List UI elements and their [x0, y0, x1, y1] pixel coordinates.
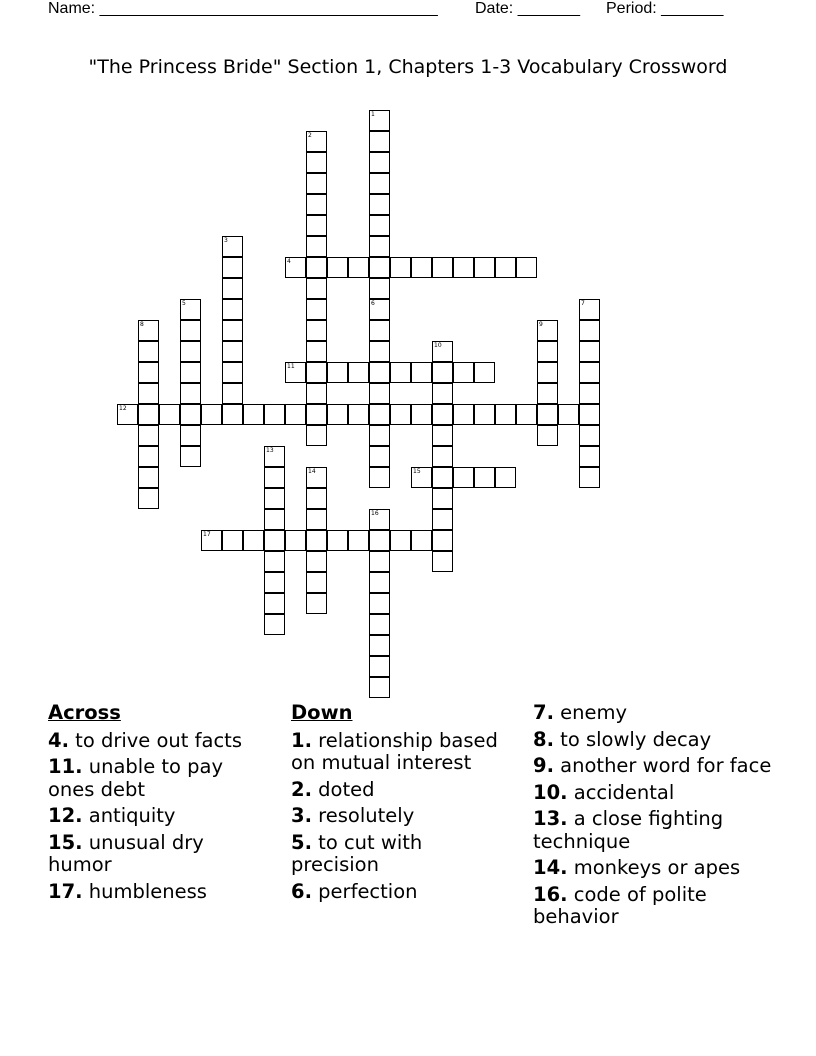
- clue-item: [291, 805, 506, 828]
- grid-cell[interactable]: [348, 362, 369, 383]
- grid-cell[interactable]: [369, 257, 390, 278]
- grid-cell[interactable]: [306, 320, 327, 341]
- grid-cell[interactable]: [180, 425, 201, 446]
- grid-cell[interactable]: [369, 278, 390, 299]
- grid-cell[interactable]: [222, 278, 243, 299]
- grid-cell[interactable]: [579, 341, 600, 362]
- grid-cell[interactable]: [306, 131, 327, 152]
- clue-text: resolutely: [311, 804, 415, 827]
- clue-text: code of polite behavior: [533, 882, 707, 928]
- grid-cell[interactable]: [495, 467, 516, 488]
- clue-number-label: 11.: [48, 755, 83, 778]
- clue-number-label: 5.: [291, 830, 312, 854]
- grid-cell[interactable]: [306, 173, 327, 194]
- clue-number: 9: [539, 321, 543, 328]
- clue-item: [533, 729, 773, 752]
- clue-number: 17: [203, 531, 211, 538]
- grid-cell[interactable]: [537, 341, 558, 362]
- grid-cell[interactable]: [369, 446, 390, 467]
- grid-cell[interactable]: [306, 278, 327, 299]
- clue-number-label: 9.: [533, 754, 554, 777]
- grid-cell[interactable]: [306, 152, 327, 173]
- grid-cell[interactable]: [180, 341, 201, 362]
- grid-cell[interactable]: [411, 530, 432, 551]
- grid-cell[interactable]: [369, 509, 390, 530]
- grid-cell[interactable]: [348, 257, 369, 278]
- grid-cell[interactable]: [348, 404, 369, 425]
- grid-cell[interactable]: [306, 215, 327, 236]
- grid-cell[interactable]: [432, 467, 453, 488]
- clue-item: [48, 756, 263, 801]
- clue-number: 15: [413, 468, 421, 475]
- grid-cell[interactable]: [474, 362, 495, 383]
- clue-number-label: 7.: [533, 701, 554, 724]
- clue-text: doted: [311, 777, 375, 801]
- grid-cell[interactable]: [369, 362, 390, 383]
- grid-cell[interactable]: [138, 362, 159, 383]
- grid-cell[interactable]: [264, 467, 285, 488]
- grid-cell[interactable]: [495, 404, 516, 425]
- clue-text: unusual dry humor: [48, 830, 204, 876]
- clue-number-label: 16.: [533, 882, 568, 906]
- grid-cell[interactable]: [306, 299, 327, 320]
- grid-cell[interactable]: [327, 257, 348, 278]
- grid-cell[interactable]: [138, 467, 159, 488]
- clue-text: accidental: [567, 780, 675, 804]
- grid-cell[interactable]: [264, 488, 285, 509]
- clue-number: 2: [308, 132, 312, 139]
- clue-number: 3: [224, 237, 228, 244]
- grid-cell[interactable]: [432, 446, 453, 467]
- grid-cell[interactable]: [411, 404, 432, 425]
- grid-cell[interactable]: [264, 446, 285, 467]
- grid-cell[interactable]: [327, 404, 348, 425]
- clue-number: 16: [371, 510, 379, 517]
- grid-cell[interactable]: [117, 404, 138, 425]
- grid-cell[interactable]: [411, 257, 432, 278]
- clue-text: monkeys or apes: [567, 856, 741, 879]
- grid-cell[interactable]: [390, 530, 411, 551]
- grid-cell[interactable]: [264, 551, 285, 572]
- grid-cell[interactable]: [306, 404, 327, 425]
- grid-cell[interactable]: [369, 593, 390, 614]
- clue-number-label: 17.: [48, 879, 83, 903]
- clue-number: 10: [434, 342, 442, 349]
- grid-cell[interactable]: [474, 467, 495, 488]
- grid-cell[interactable]: [411, 362, 432, 383]
- grid-cell[interactable]: [264, 404, 285, 425]
- grid-cell[interactable]: [390, 404, 411, 425]
- grid-cell[interactable]: [411, 467, 432, 488]
- grid-cell[interactable]: [369, 404, 390, 425]
- grid-cell[interactable]: [369, 656, 390, 677]
- grid-cell[interactable]: [369, 320, 390, 341]
- clue-number: 5: [182, 300, 186, 307]
- down-clue-list-2: [533, 702, 773, 929]
- grid-cell[interactable]: [180, 362, 201, 383]
- grid-cell[interactable]: [516, 404, 537, 425]
- grid-cell[interactable]: [579, 320, 600, 341]
- clue-item: [48, 730, 263, 753]
- grid-cell[interactable]: [432, 404, 453, 425]
- clue-number: 7: [581, 300, 585, 307]
- across-clues: [48, 702, 263, 907]
- grid-cell[interactable]: [222, 530, 243, 551]
- grid-cell[interactable]: [180, 446, 201, 467]
- grid-cell[interactable]: [369, 215, 390, 236]
- clue-item: [291, 832, 506, 877]
- grid-cell[interactable]: [285, 257, 306, 278]
- clue-text: to cut with precision: [291, 830, 423, 876]
- clue-text: perfection: [311, 879, 418, 903]
- grid-cell[interactable]: [369, 194, 390, 215]
- grid-cell[interactable]: [432, 425, 453, 446]
- clue-item: [291, 730, 506, 775]
- grid-cell[interactable]: [138, 383, 159, 404]
- clue-item: [48, 832, 263, 877]
- grid-cell[interactable]: [138, 404, 159, 425]
- clue-number-label: 13.: [533, 807, 568, 830]
- grid-cell[interactable]: [264, 572, 285, 593]
- down-heading: Down: [291, 701, 353, 724]
- clue-text: enemy: [553, 701, 628, 724]
- grid-cell[interactable]: [180, 383, 201, 404]
- grid-cell[interactable]: [432, 530, 453, 551]
- grid-cell[interactable]: [306, 593, 327, 614]
- grid-cell[interactable]: [369, 383, 390, 404]
- grid-cell[interactable]: [306, 488, 327, 509]
- grid-cell[interactable]: [222, 341, 243, 362]
- grid-cell[interactable]: [327, 530, 348, 551]
- grid-cell[interactable]: [579, 299, 600, 320]
- clue-number-label: 10.: [533, 780, 568, 804]
- grid-cell[interactable]: [453, 362, 474, 383]
- grid-cell[interactable]: [474, 257, 495, 278]
- grid-cell[interactable]: [138, 488, 159, 509]
- date-field[interactable]: Date: _______: [475, 0, 580, 17]
- clue-item: [533, 808, 773, 853]
- grid-cell[interactable]: [432, 383, 453, 404]
- grid-cell[interactable]: [369, 551, 390, 572]
- grid-cell[interactable]: [201, 530, 222, 551]
- grid-cell[interactable]: [222, 362, 243, 383]
- clue-number: 1: [371, 111, 375, 118]
- clue-number: 14: [308, 468, 316, 475]
- grid-cell[interactable]: [306, 530, 327, 551]
- clue-item: [533, 755, 773, 778]
- grid-cell[interactable]: [180, 320, 201, 341]
- grid-cell[interactable]: [369, 131, 390, 152]
- grid-cell[interactable]: [306, 194, 327, 215]
- clue-number-label: 8.: [533, 727, 554, 751]
- grid-cell[interactable]: [432, 341, 453, 362]
- grid-cell[interactable]: [159, 404, 180, 425]
- grid-cell[interactable]: [579, 467, 600, 488]
- grid-cell[interactable]: [390, 257, 411, 278]
- grid-cell[interactable]: [432, 551, 453, 572]
- grid-cell[interactable]: [306, 467, 327, 488]
- clue-item: [533, 884, 773, 929]
- clue-number: 12: [119, 405, 127, 412]
- clue-text: humbleness: [82, 879, 207, 903]
- grid-cell[interactable]: [558, 404, 579, 425]
- grid-cell[interactable]: [369, 467, 390, 488]
- grid-cell[interactable]: [537, 425, 558, 446]
- grid-cell[interactable]: [432, 488, 453, 509]
- grid-cell[interactable]: [369, 572, 390, 593]
- down-clues-column-2: [533, 702, 773, 933]
- grid-cell[interactable]: [138, 446, 159, 467]
- grid-cell[interactable]: [369, 530, 390, 551]
- grid-cell[interactable]: [285, 404, 306, 425]
- clue-number-label: 6.: [291, 879, 312, 903]
- clue-number-label: 2.: [291, 777, 312, 801]
- grid-cell[interactable]: [285, 362, 306, 383]
- clue-number-label: 3.: [291, 804, 312, 827]
- grid-cell[interactable]: [222, 404, 243, 425]
- clue-number: 8: [140, 321, 144, 328]
- grid-cell[interactable]: [369, 341, 390, 362]
- grid-cell[interactable]: [369, 635, 390, 656]
- grid-cell[interactable]: [264, 530, 285, 551]
- clue-text: to drive out facts: [68, 728, 242, 752]
- grid-cell[interactable]: [369, 677, 390, 698]
- grid-cell[interactable]: [579, 362, 600, 383]
- grid-cell[interactable]: [537, 383, 558, 404]
- grid-cell[interactable]: [453, 404, 474, 425]
- clue-text: relationship based on mutual interest: [291, 728, 498, 774]
- grid-cell[interactable]: [369, 236, 390, 257]
- clue-text: antiquity: [82, 804, 176, 827]
- grid-cell[interactable]: [222, 299, 243, 320]
- grid-cell[interactable]: [243, 530, 264, 551]
- down-clue-list-1: [291, 730, 506, 904]
- grid-cell[interactable]: [306, 572, 327, 593]
- clue-number-label: 12.: [48, 804, 83, 827]
- grid-cell[interactable]: [222, 383, 243, 404]
- grid-cell[interactable]: [285, 530, 306, 551]
- clue-text: another word for face: [553, 754, 772, 777]
- clue-text: to slowly decay: [553, 727, 712, 751]
- grid-cell[interactable]: [432, 257, 453, 278]
- clue-number-label: 15.: [48, 830, 83, 854]
- grid-cell[interactable]: [264, 593, 285, 614]
- grid-cell[interactable]: [306, 425, 327, 446]
- grid-cell[interactable]: [138, 320, 159, 341]
- clue-number-label: 1.: [291, 728, 312, 752]
- clue-item: [533, 782, 773, 805]
- grid-cell[interactable]: [537, 362, 558, 383]
- grid-cell[interactable]: [222, 320, 243, 341]
- across-clue-list: [48, 730, 263, 904]
- clue-number: 4: [287, 258, 291, 265]
- grid-cell[interactable]: [138, 425, 159, 446]
- grid-cell[interactable]: [201, 404, 222, 425]
- grid-cell[interactable]: [264, 509, 285, 530]
- grid-cell[interactable]: [369, 614, 390, 635]
- clue-number: 6: [371, 300, 375, 307]
- grid-cell[interactable]: [306, 236, 327, 257]
- grid-cell[interactable]: [369, 173, 390, 194]
- grid-cell[interactable]: [138, 341, 159, 362]
- grid-cell[interactable]: [264, 614, 285, 635]
- grid-cell[interactable]: [306, 383, 327, 404]
- grid-cell[interactable]: [390, 362, 411, 383]
- name-field[interactable]: Name: ______________________________________: [48, 0, 438, 17]
- grid-cell[interactable]: [516, 257, 537, 278]
- period-field[interactable]: Period: _______: [606, 0, 724, 17]
- grid-cell[interactable]: [243, 404, 264, 425]
- grid-cell[interactable]: [306, 341, 327, 362]
- clue-text: a close fighting technique: [533, 807, 724, 853]
- grid-cell[interactable]: [579, 404, 600, 425]
- grid-cell[interactable]: [306, 362, 327, 383]
- grid-cell[interactable]: [432, 509, 453, 530]
- clue-number: 11: [287, 363, 295, 370]
- grid-cell[interactable]: [474, 404, 495, 425]
- clue-number-label: 14.: [533, 856, 568, 879]
- clue-item: [291, 881, 506, 904]
- grid-cell[interactable]: [432, 362, 453, 383]
- down-clues-column-1: [291, 702, 506, 907]
- clue-item: [533, 857, 773, 880]
- clue-text: unable to pay ones debt: [48, 755, 224, 801]
- clue-number-label: 4.: [48, 728, 69, 752]
- grid-cell[interactable]: [222, 236, 243, 257]
- grid-cell[interactable]: [495, 257, 516, 278]
- grid-cell[interactable]: [327, 362, 348, 383]
- grid-cell[interactable]: [180, 299, 201, 320]
- clue-number: 13: [266, 447, 274, 454]
- grid-cell[interactable]: [537, 320, 558, 341]
- page-title: "The Princess Bride" Section 1, Chapters 1-3 Vocabulary Crossword: [88, 56, 728, 78]
- across-heading: Across: [48, 701, 121, 724]
- clue-item: [48, 805, 263, 828]
- clue-item: [291, 779, 506, 802]
- grid-cell[interactable]: [369, 425, 390, 446]
- grid-cell[interactable]: [537, 404, 558, 425]
- grid-cell[interactable]: [306, 551, 327, 572]
- clue-item: [533, 702, 773, 725]
- grid-cell[interactable]: [579, 383, 600, 404]
- clue-item: [48, 881, 263, 904]
- grid-cell[interactable]: [453, 467, 474, 488]
- grid-cell[interactable]: [369, 152, 390, 173]
- grid-cell[interactable]: [369, 110, 390, 131]
- grid-cell[interactable]: [222, 257, 243, 278]
- grid-cell[interactable]: [306, 509, 327, 530]
- grid-cell[interactable]: [453, 257, 474, 278]
- grid-cell[interactable]: [579, 446, 600, 467]
- grid-cell[interactable]: [348, 530, 369, 551]
- grid-cell[interactable]: [369, 299, 390, 320]
- grid-cell[interactable]: [579, 425, 600, 446]
- grid-cell[interactable]: [180, 404, 201, 425]
- grid-cell[interactable]: [306, 257, 327, 278]
